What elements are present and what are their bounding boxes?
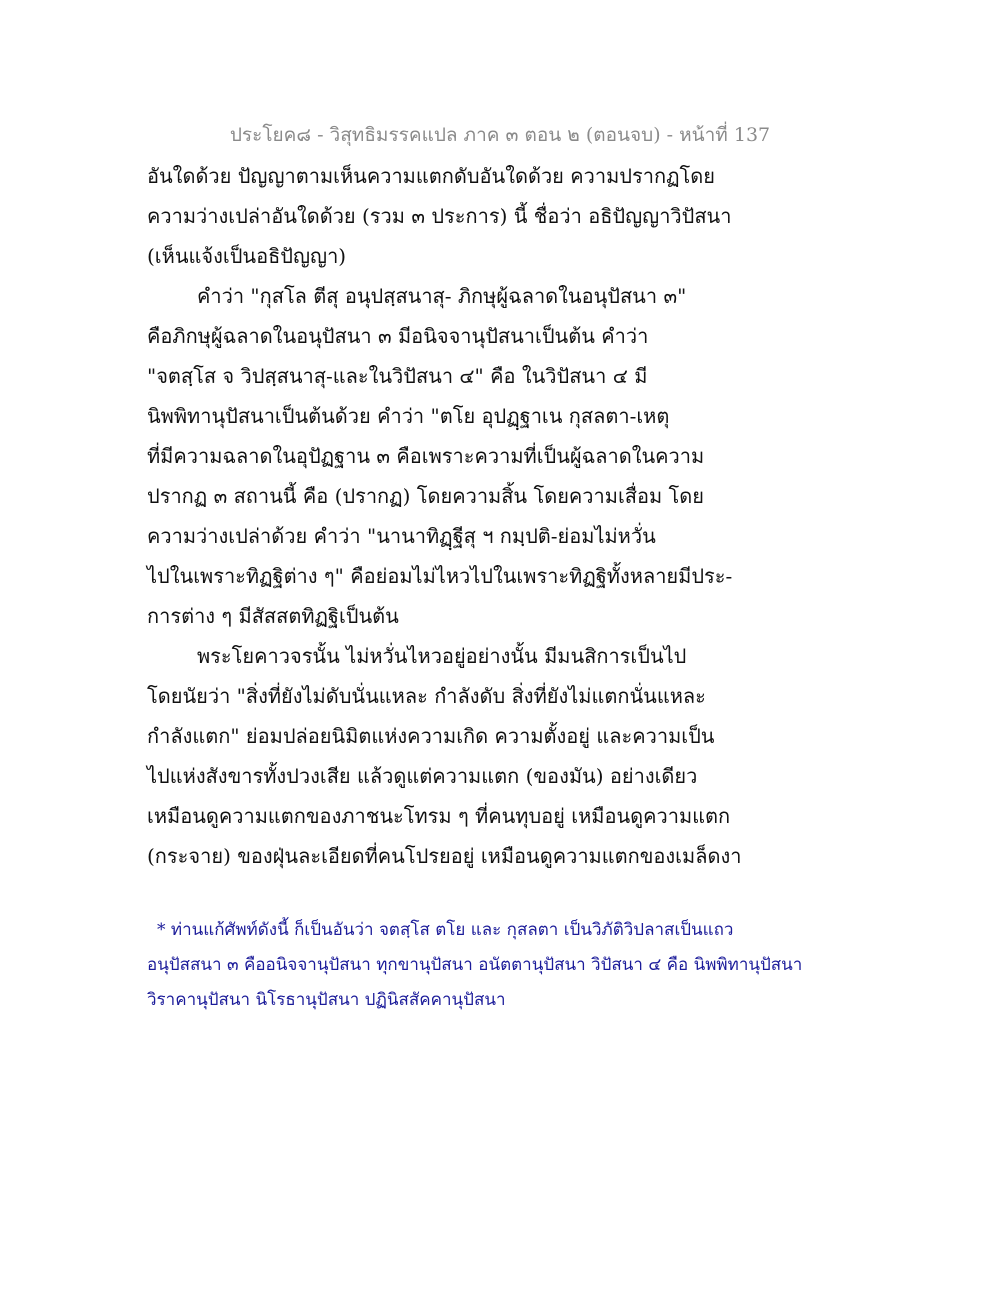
text-line: (กระจาย) ของฝุ่นละเอียดที่คนโปรยอยู่ เหมือนดูความแตกของเมล็ดงา bbox=[147, 844, 742, 868]
text-line: (เห็นแจ้งเป็นอธิปัญญา) bbox=[147, 244, 347, 268]
text-line: การต่าง ๆ มีสัสสตทิฏฐิเป็นต้น bbox=[147, 604, 399, 628]
text-line: เหมือนดูความแตกของภาชนะโทรม ๆ ที่คนทุบอยู่ เหมือนดูความแตก bbox=[147, 804, 731, 828]
footnote bbox=[147, 913, 847, 1018]
text-line: ปรากฏ ๓ สถานนี้ คือ (ปรากฏ) โดยความสิ้น โดยความเสื่อม โดย bbox=[147, 484, 704, 508]
body-text bbox=[147, 156, 767, 876]
page-header: ประโยค๘ - วิสุทธิมรรคแปล ภาค ๓ ตอน ๒ (ตอนจบ) - หน้าที่ 137 bbox=[229, 124, 771, 146]
text-line: "จตสฺโส จ วิปสฺสนาสุ-และในวิปัสนา ๔" คือ ในวิปัสนา ๔ มี bbox=[147, 364, 648, 388]
text-line: นิพพิทานุปัสนาเป็นต้นด้วย คำว่า "ตโย อุปฏฺฐาเน กุสลตา-เหตุ bbox=[147, 404, 670, 428]
text-line: พระโยคาวจรนั้น ไม่หวั่นไหวอยู่อย่างนั้น มีมนสิการเป็นไป bbox=[197, 644, 687, 668]
text-line: ความว่างเปล่าด้วย คำว่า "นานาทิฏฺฐีสุ ฯ กมฺปติ-ย่อมไม่หวั่น bbox=[147, 524, 656, 548]
text-line: อันใดด้วย ปัญญาตามเห็นความแตกดับอันใดด้วย ความปรากฏโดย bbox=[147, 164, 715, 188]
text-line: ที่มีความฉลาดในอุปัฏฐาน ๓ คือเพราะความที่เป็นผู้ฉลาดในความ bbox=[147, 444, 705, 468]
text-line: ไปแห่งสังขารทั้งปวงเสีย แล้วดูแต่ความแตก (ของมัน) อย่างเดียว bbox=[147, 764, 698, 788]
text-line: กำลังแตก" ย่อมปล่อยนิมิตแห่งความเกิด ความตั้งอยู่ และความเป็น bbox=[147, 724, 715, 748]
footnote-line: วิราคานุปัสนา นิโรธานุปัสนา ปฏินิสสัคคานุปัสนา bbox=[147, 990, 506, 1010]
text-line: ไปในเพราะทิฏฐิต่าง ๆ" คือย่อมไม่ไหวไปในเพราะทิฏฐิทั้งหลายมีประ- bbox=[147, 564, 733, 588]
text-line: โดยนัยว่า "สิ่งที่ยังไม่ดับนั่นแหละ กำลังดับ สิ่งที่ยังไม่แตกนั่นแหละ bbox=[147, 684, 706, 708]
text-line: ความว่างเปล่าอันใดด้วย (รวม ๓ ประการ) นี้ ชื่อว่า อธิปัญญาวิปัสนา bbox=[147, 204, 732, 228]
footnote-line: * ท่านแก้ศัพท์ดังนี้ ก็เป็นอันว่า จตสฺโส ตโย และ กุสลตา เป็นวิภัติวิปลาสเป็นแถว bbox=[157, 920, 734, 940]
text-line: คือภิกษุผู้ฉลาดในอนุปัสนา ๓ มีอนิจจานุปัสนาเป็นต้น คำว่า bbox=[147, 324, 649, 348]
text-line: คำว่า "กุสโล ตีสุ อนุปสฺสนาสุ- ภิกษุผู้ฉลาดในอนุปัสนา ๓" bbox=[197, 284, 687, 308]
footnote-line: อนุปัสสนา ๓ คืออนิจจานุปัสนา ทุกขานุปัสนา อนัตตานุปัสนา วิปัสนา ๔ คือ นิพพิทานุปัสนา bbox=[147, 955, 803, 975]
